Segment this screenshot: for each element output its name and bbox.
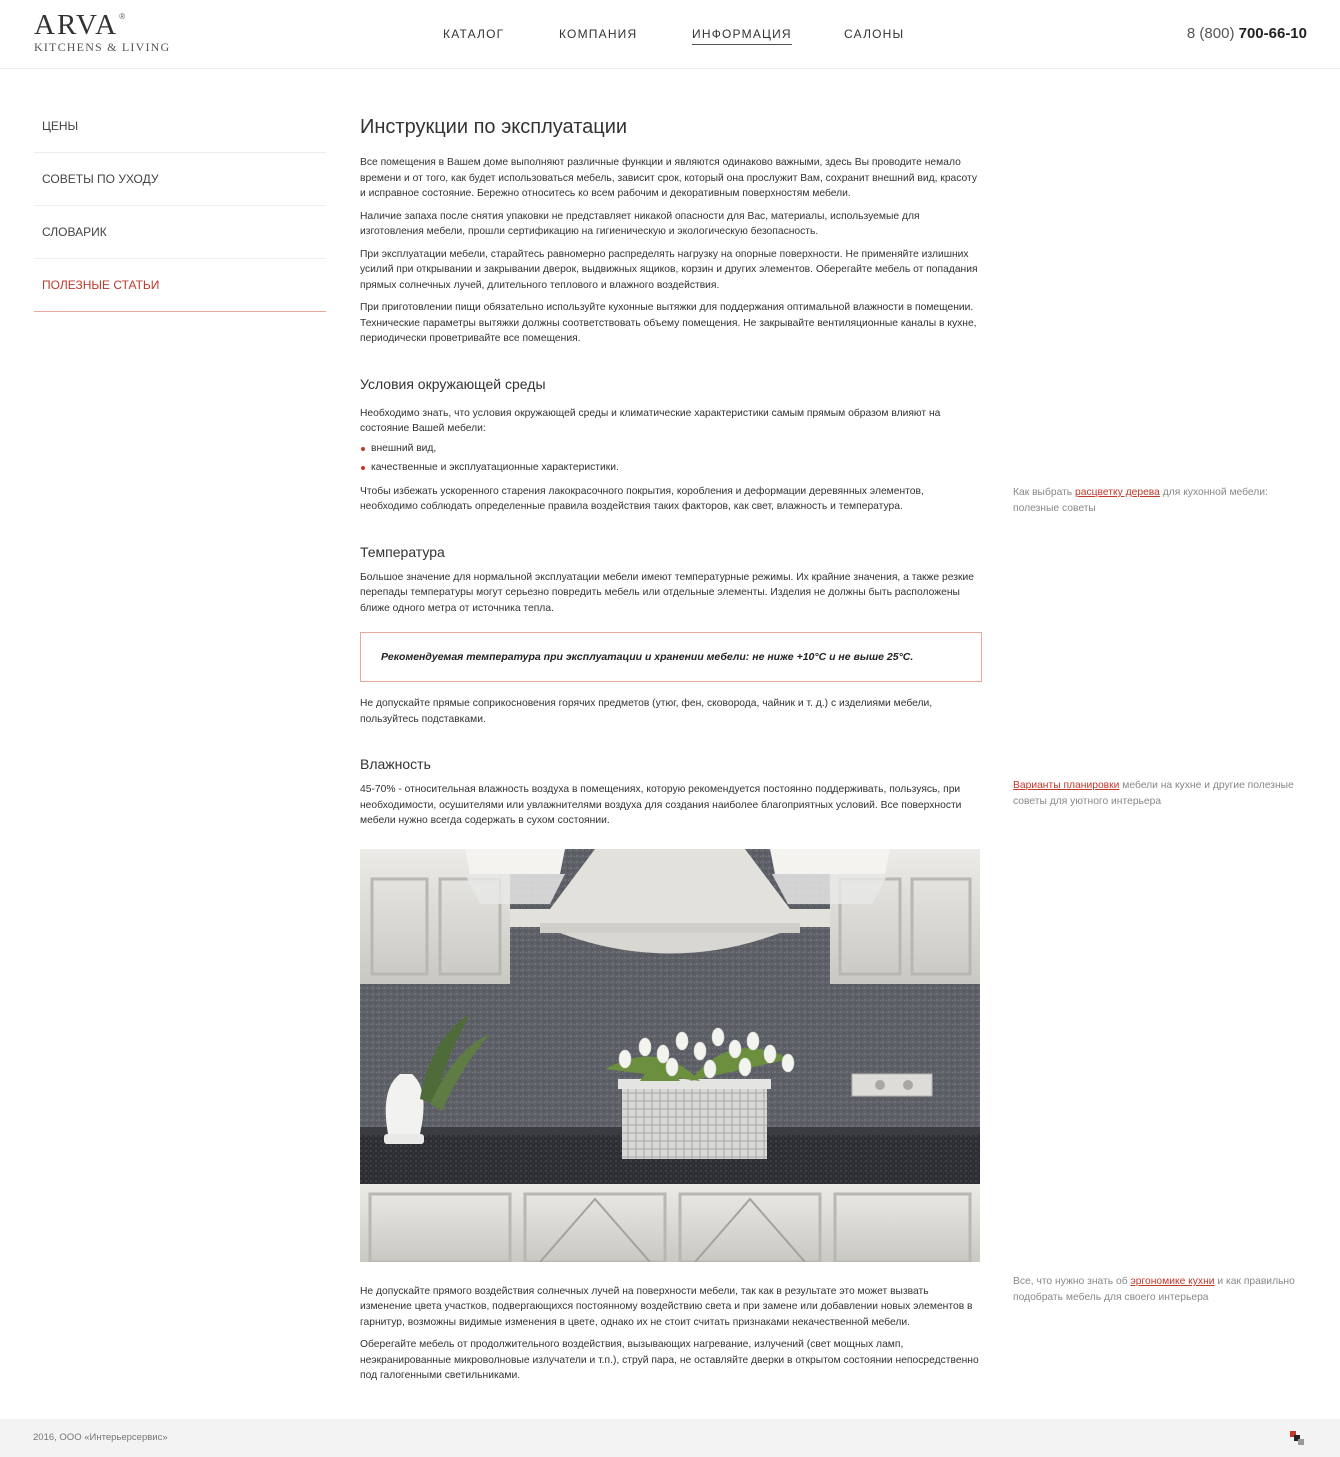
sidebar-item-useful-articles[interactable]: ПОЛЕЗНЫЕ СТАТЬИ	[34, 259, 326, 312]
temperature-callout: Рекомендуемая температура при эксплуатации и хранении мебели: не ниже +10°С и не выше 25°С.	[360, 632, 982, 682]
sidebar-item-glossary[interactable]: СЛОВАРИК	[34, 206, 326, 259]
intro-paragraph: При приготовлении пищи обязательно используйте кухонные вытяжки для поддержания оптимальной влажности в помещении. Технические параметры вытяжки должны соответствовать объему помещения. Не закрывайте вентиляционные каналы в кухне, периодически проветривайте все помещения.	[360, 302, 977, 344]
related-article-teaser: Все, что нужно знать об эргономике кухни и как правильно подобрать мебель для своего интерьера	[1013, 1276, 1295, 1303]
nav-catalog[interactable]: КАТАЛОГ	[443, 27, 505, 41]
developer-logo-icon[interactable]	[1290, 1431, 1304, 1445]
related-article-link[interactable]: Варианты планировки	[1013, 780, 1120, 791]
nav-information[interactable]: ИНФОРМАЦИЯ	[692, 26, 792, 45]
humidity-paragraph: 45-70% - относительная влажность воздуха в помещениях, которую рекомендуется постоянно поддерживать, пользуясь, при необходимости, осушителями или увлажнителями воздуха для создания наиболее благоприятных условий. Все поверхности мебели нужно всегда содержать в сухом состоянии.	[360, 784, 962, 826]
related-article-link[interactable]: эргономике кухни	[1130, 1276, 1215, 1287]
logo-wordmark: ARVA	[34, 9, 119, 41]
intro-paragraph: Наличие запаха после снятия упаковки не представляет никакой опасности для Вас, материалы, используемые для изготовления мебели, прошли сертификацию на гигиеническую и экологическую безопасность.	[360, 210, 920, 237]
intro-paragraph: Все помещения в Вашем доме выполняют различные функции и являются одинаково важными, здесь Вы проводите немало времени и от того, как будет использоваться мебель, зависит срок, который она прослужит Вам, сохранит внешний вид, красоту и исправное состояние. Бережно относитесь ко всем рабочим и декоративным поверхностям мебели.	[360, 157, 978, 199]
list-item: качественные и эксплуатационные характеристики.	[360, 460, 982, 476]
temperature-heading: Температура	[360, 543, 445, 560]
related-article-link[interactable]: расцветку дерева	[1075, 487, 1160, 498]
sidebar-item-prices[interactable]: ЦЕНЫ	[34, 100, 326, 153]
sidebar-item-care-tips[interactable]: СОВЕТЫ ПО УХОДУ	[34, 153, 326, 206]
kitchen-illustration	[360, 849, 980, 1262]
copyright-text: 2016, ООО «Интерьерсервис»	[33, 1432, 168, 1443]
list-item: внешний вид,	[360, 441, 982, 457]
kitchen-photo	[360, 849, 980, 1262]
bullet-icon	[361, 466, 365, 470]
temperature-paragraph: Не допускайте прямые соприкосновения горячих предметов (утюг, фен, сковорода, чайник и т. д.) с изделиями мебели, пользуйтесь подставками.	[360, 698, 933, 725]
env-paragraph: Необходимо знать, что условия окружающей среды и климатические характеристики самым прямым образом влияют на состояние Вашей мебели:	[360, 407, 941, 434]
logo-registered-mark: ®	[119, 12, 128, 21]
related-article-teaser: Как выбрать расцветку дерева для кухонной мебели: полезные советы	[1013, 487, 1268, 514]
env-list	[360, 441, 982, 476]
env-heading: Условия окружающей среды	[360, 375, 546, 392]
humidity-paragraph: Не допускайте прямого воздействия солнечных лучей на поверхности мебели, так как в результате это может вызвать изменение цвета участков, подвергающихся постоянному воздействию света и при замене или добавлении новых элементов в гарнитур, возможны видимые изменения в цвете, однако их не стоит считать признаками некачественной мебели.	[360, 1285, 973, 1328]
phone-number: 700-66-10	[1238, 25, 1307, 42]
temperature-paragraph: Большое значение для нормальной эксплуатации мебели имеют температурные режимы. Их крайние значения, а также резкие перепады температуры могут серьезно повредить мебель или отдельные элементы. Изделия не должны быть расположены ближе одного метра от источника тепла.	[360, 571, 974, 614]
phone-prefix: 8 (800)	[1186, 25, 1235, 42]
page-title: Инструкции по эксплуатации	[360, 116, 628, 138]
arva-logo[interactable]	[34, 9, 174, 56]
article-content	[360, 114, 982, 1391]
humidity-heading: Влажность	[360, 756, 431, 772]
intro-paragraph: При эксплуатации мебели, старайтесь равномерно распределять нагрузку на опорные поверхности. Не применяйте излишних усилий при открывании и закрывании дверок, выдвижных ящиков, корзин и других элементов. Оберегайте мебель от попадания прямых солнечных лучей, длительного теплового и влажного воздействия.	[360, 248, 978, 291]
sidebar-menu	[34, 100, 326, 312]
nav-company[interactable]: КОМПАНИЯ	[559, 27, 638, 41]
related-article-teaser: Варианты планировки мебели на кухне и другие полезные советы для уютного интерьера	[1013, 780, 1294, 807]
env-paragraph: Чтобы избежать ускоренного старения лакокрасочного покрытия, коробления и деформации деревянных элементов, необходимо соблюдать определенные правила воздействия таких факторов, как свет, влажность и температура.	[360, 485, 924, 512]
bullet-icon	[361, 447, 365, 451]
humidity-paragraph: Оберегайте мебель от продолжительного воздействия, вызывающих нагревание, излучений (свет мощных ламп, неэкранированные микроволновые излучатели и т.п.), струй пара, не оставляйте дверки в открытом состоянии непосредственно под галогенными светильниками.	[360, 1339, 979, 1381]
logo-tagline: KITCHENS & LIVING	[34, 40, 171, 54]
site-header	[0, 0, 1340, 69]
phone-link[interactable]	[1187, 25, 1307, 43]
site-footer	[0, 1419, 1340, 1457]
nav-salons[interactable]: САЛОНЫ	[844, 27, 905, 41]
